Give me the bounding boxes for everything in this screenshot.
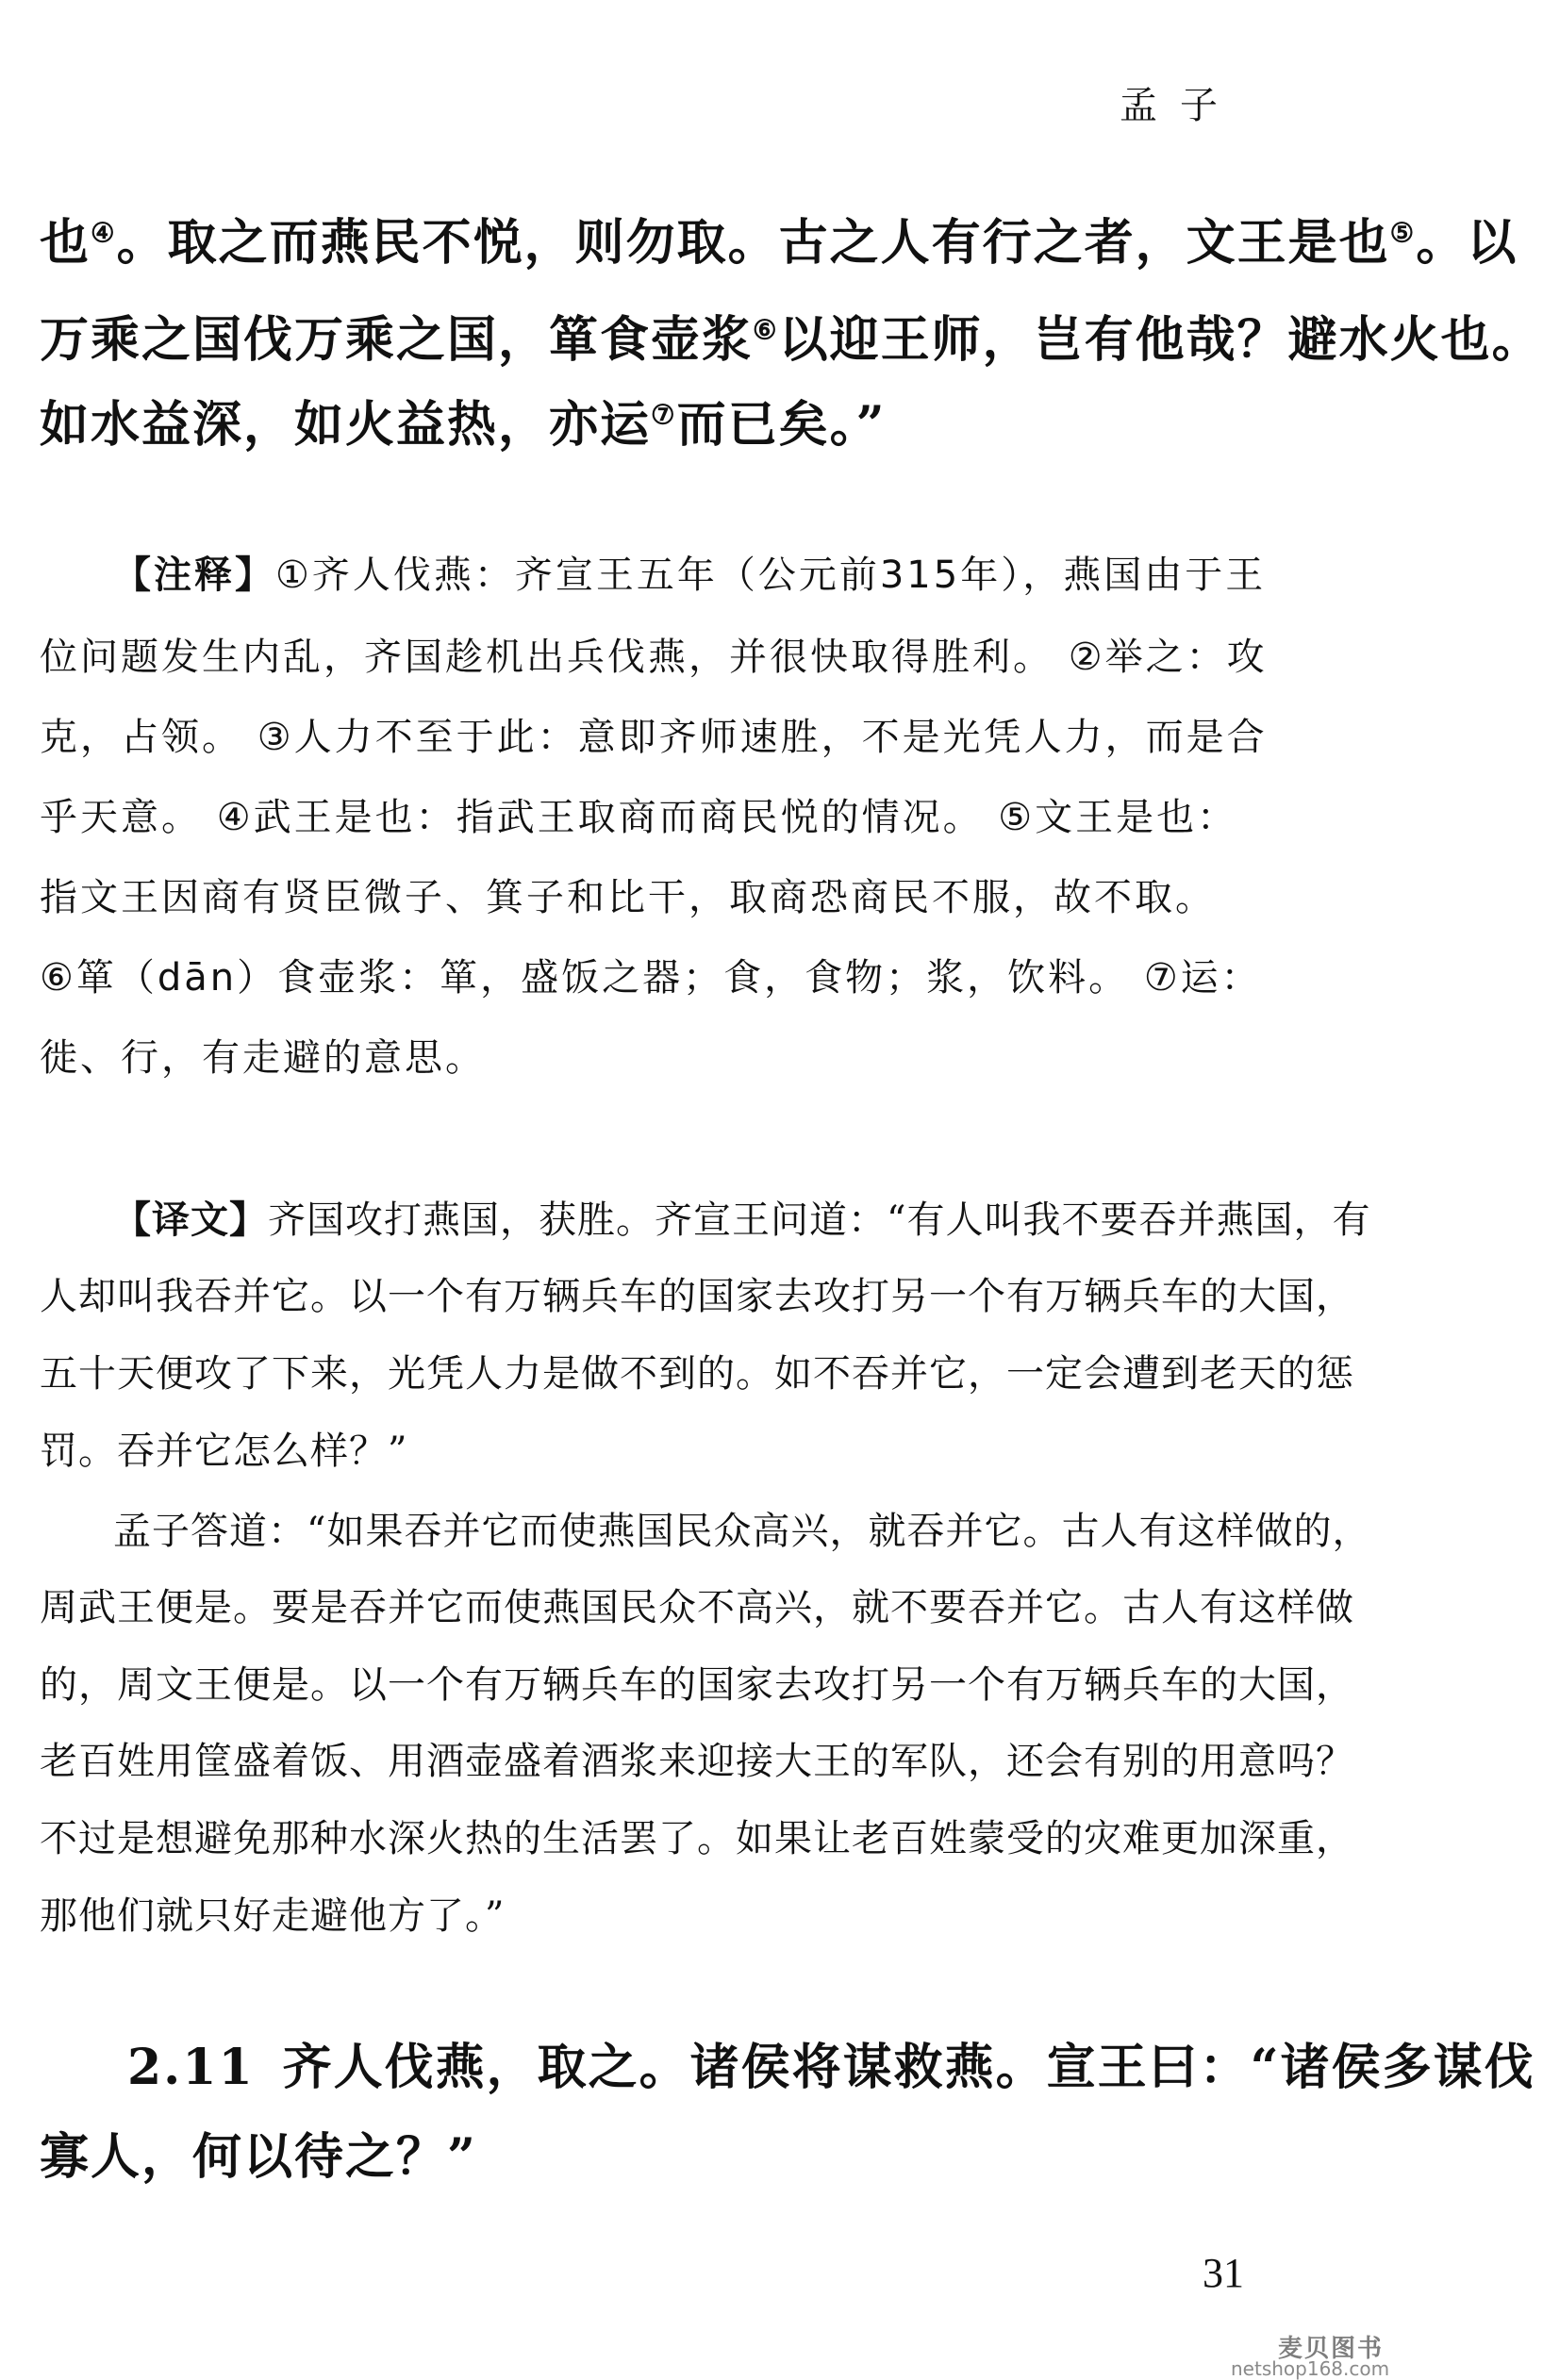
translation-p2-line-2: 周武王便是。要是吞并它而使燕国民众不高兴，就不要吞并它。古人有这样做 bbox=[40, 1586, 1354, 1629]
notes-line-4: 乎天意。 ④武王是也：指武王取商而商民悦的情况。 ⑤文王是也： bbox=[40, 796, 1238, 839]
section-number: 2.11 bbox=[127, 2039, 255, 2096]
notes-line-3: 克，占领。 ③人力不至于此：意即齐师速胜，不是光凭人力，而是合 bbox=[40, 716, 1268, 759]
translation-label: 【译文】 bbox=[113, 1198, 268, 1242]
watermark-text: 麦贝图书 bbox=[1278, 2335, 1385, 2363]
footnote-ref-6: ⑥ bbox=[753, 313, 779, 346]
original-text-line-3: 如水益深，如火益热，亦运⑦而已矣。” bbox=[40, 396, 887, 454]
translation-p2-line-6: 那他们就只好走避他方了。” bbox=[40, 1894, 506, 1938]
original-text-line-2: 万乘之国伐万乘之国，箪食壶浆⑥以迎王师，岂有他哉？避水火也。 bbox=[40, 311, 1543, 369]
original-text-line-1: 也④。取之而燕民不悦，则勿取。古之人有行之者，文王是也⑤。以 bbox=[40, 214, 1518, 272]
footnote-ref-5: ⑤ bbox=[1389, 216, 1417, 249]
notes-label: 【注释】 bbox=[113, 554, 275, 597]
section-line-2: 寡人，何以待之？” bbox=[40, 2128, 477, 2186]
translation-p1-line-1: 【译文】齐国攻打燕国，获胜。齐宣王问道：“有人叫我不要吞并燕国，有 bbox=[113, 1198, 1371, 1242]
translation-p2-line-5: 不过是想避免那种水深火热的生活罢了。如果让老百姓蒙受的灾难更加深重， bbox=[40, 1817, 1354, 1860]
notes-line-1: 【注释】①齐人伐燕：齐宣王五年（公元前315年），燕国由于王 bbox=[113, 554, 1267, 597]
page-number: 31 bbox=[1203, 2250, 1244, 2296]
translation-p2-line-3: 的，周文王便是。以一个有万辆兵车的国家去攻打另一个有万辆兵车的大国， bbox=[40, 1663, 1354, 1707]
notes-line-7: 徙、行，有走避的意思。 bbox=[40, 1036, 486, 1080]
translation-p2-line-4: 老百姓用筐盛着饭、用酒壶盛着酒浆来迎接大王的军队，还会有别的用意吗？ bbox=[40, 1740, 1354, 1783]
notes-line-5: 指文王因商有贤臣微子、箕子和比干，取商恐商民不服，故不取。 bbox=[40, 876, 1216, 919]
notes-line-2: 位问题发生内乱，齐国趁机出兵伐燕，并很快取得胜利。 ②举之：攻 bbox=[40, 636, 1268, 679]
translation-p2-line-1: 孟子答道：“如果吞并它而使燕国民众高兴，就吞并它。古人有这样做的， bbox=[113, 1510, 1371, 1553]
section-line-1: 2.11 齐人伐燕，取之。诸侯将谋救燕。宣王曰：“诸侯多谋伐 bbox=[127, 2039, 1535, 2096]
translation-p1-line-4: 罚。吞并它怎么样？” bbox=[40, 1430, 408, 1473]
translation-p1-line-2: 人却叫我吞并它。以一个有万辆兵车的国家去攻打另一个有万辆兵车的大国， bbox=[40, 1275, 1354, 1318]
running-header: 孟子 bbox=[1120, 84, 1240, 127]
footnote-ref-7: ⑦ bbox=[651, 398, 677, 431]
translation-p1-line-3: 五十天便攻了下来，光凭人力是做不到的。如不吞并它，一定会遭到老天的惩 bbox=[40, 1352, 1354, 1396]
notes-line-6: ⑥箪（dān）食壶浆：箪，盛饭之器；食，食物；浆，饮料。 ⑦运： bbox=[40, 956, 1262, 1000]
footnote-ref-4: ④ bbox=[91, 216, 117, 249]
watermark-url: netshop168.com bbox=[1231, 2357, 1390, 2380]
